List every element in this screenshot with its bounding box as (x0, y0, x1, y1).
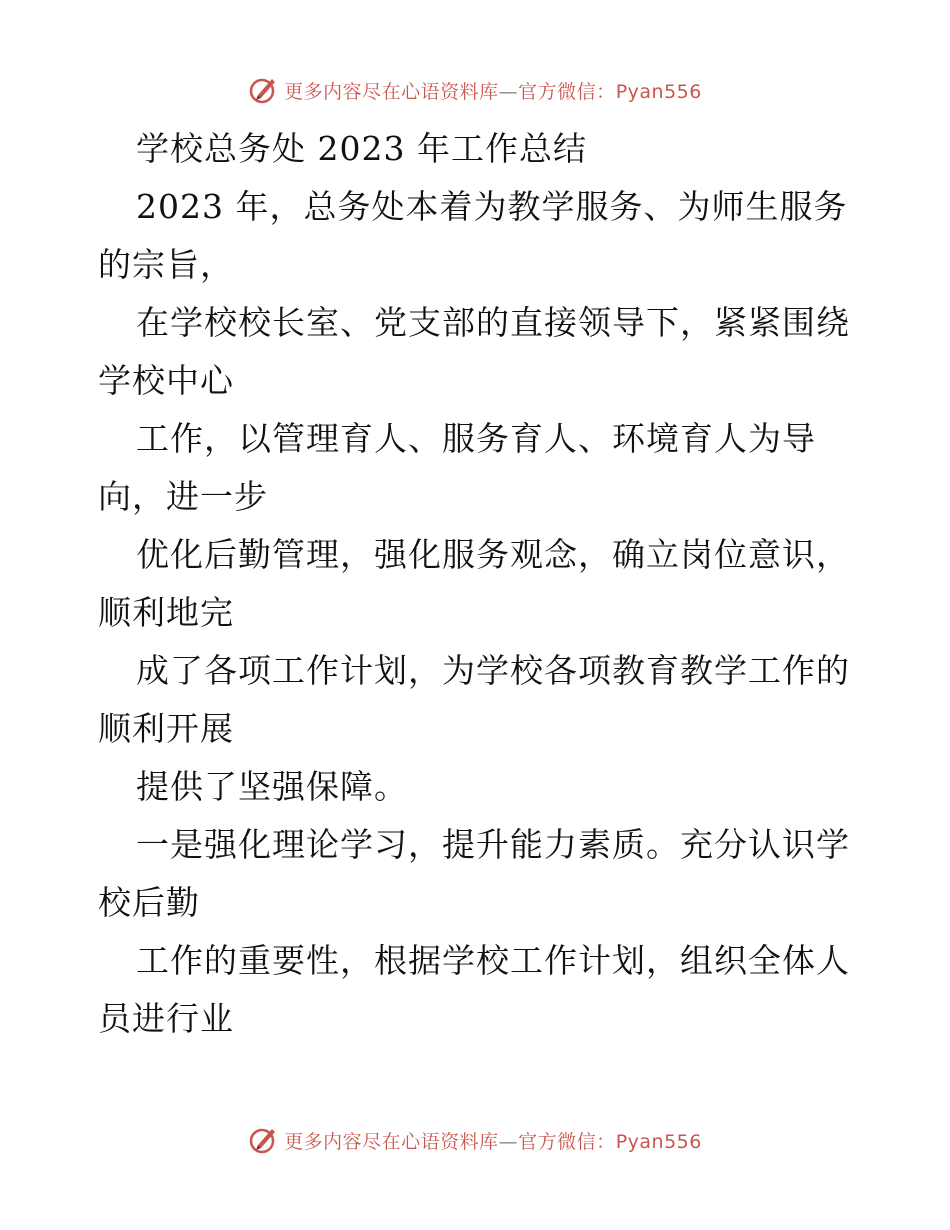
paragraph-line: 学校中心 (98, 361, 234, 400)
paragraph-line: 2023 年，总务处本着为教学服务、为师生服务 (136, 187, 848, 226)
watermark-wechat-id: Pyan556 (615, 80, 702, 103)
paragraph-line: 优化后勤管理，强化服务观念，确立岗位意识， (136, 535, 850, 574)
paragraph-line: 在学校校长室、党支部的直接领导下，紧紧围绕 (136, 303, 850, 342)
paragraph-line: 顺利地完 (98, 593, 234, 632)
paragraph-line: 一是强化理论学习，提升能力素质。充分认识学 (136, 825, 850, 864)
paragraph-line: 员进行业 (98, 999, 234, 1038)
watermark-text: 更多内容尽在心语资料库 (284, 1130, 499, 1153)
document-title: 学校总务处 2023 年工作总结 (136, 129, 587, 168)
paragraph-line: 校后勤 (98, 883, 200, 922)
watermark-wechat-id: Pyan556 (615, 1130, 702, 1153)
paragraph-line: 工作，以管理育人、服务育人、环境育人为导 (136, 419, 816, 458)
paragraph-line: 工作的重要性，根据学校工作计划，组织全体人 (136, 941, 850, 980)
paragraph-line: 向，进一步 (98, 477, 268, 516)
watermark-wechat-label: 官方微信： (518, 1130, 616, 1153)
document-body (98, 120, 858, 1048)
watermark-dash: — (498, 80, 519, 103)
paragraph-line: 的宗旨， (98, 245, 234, 284)
pen-logo-icon (248, 75, 278, 105)
watermark-wechat-label: 官方微信： (518, 80, 616, 103)
header-watermark (0, 70, 950, 110)
watermark-dash: — (498, 1130, 519, 1153)
pen-logo-icon (248, 1125, 278, 1155)
watermark-text: 更多内容尽在心语资料库 (284, 80, 499, 103)
paragraph-line: 顺利开展 (98, 709, 234, 748)
paragraph-line: 成了各项工作计划，为学校各项教育教学工作的 (136, 651, 850, 690)
footer-watermark (0, 1120, 950, 1160)
paragraph-line: 提供了坚强保障。 (136, 767, 408, 806)
